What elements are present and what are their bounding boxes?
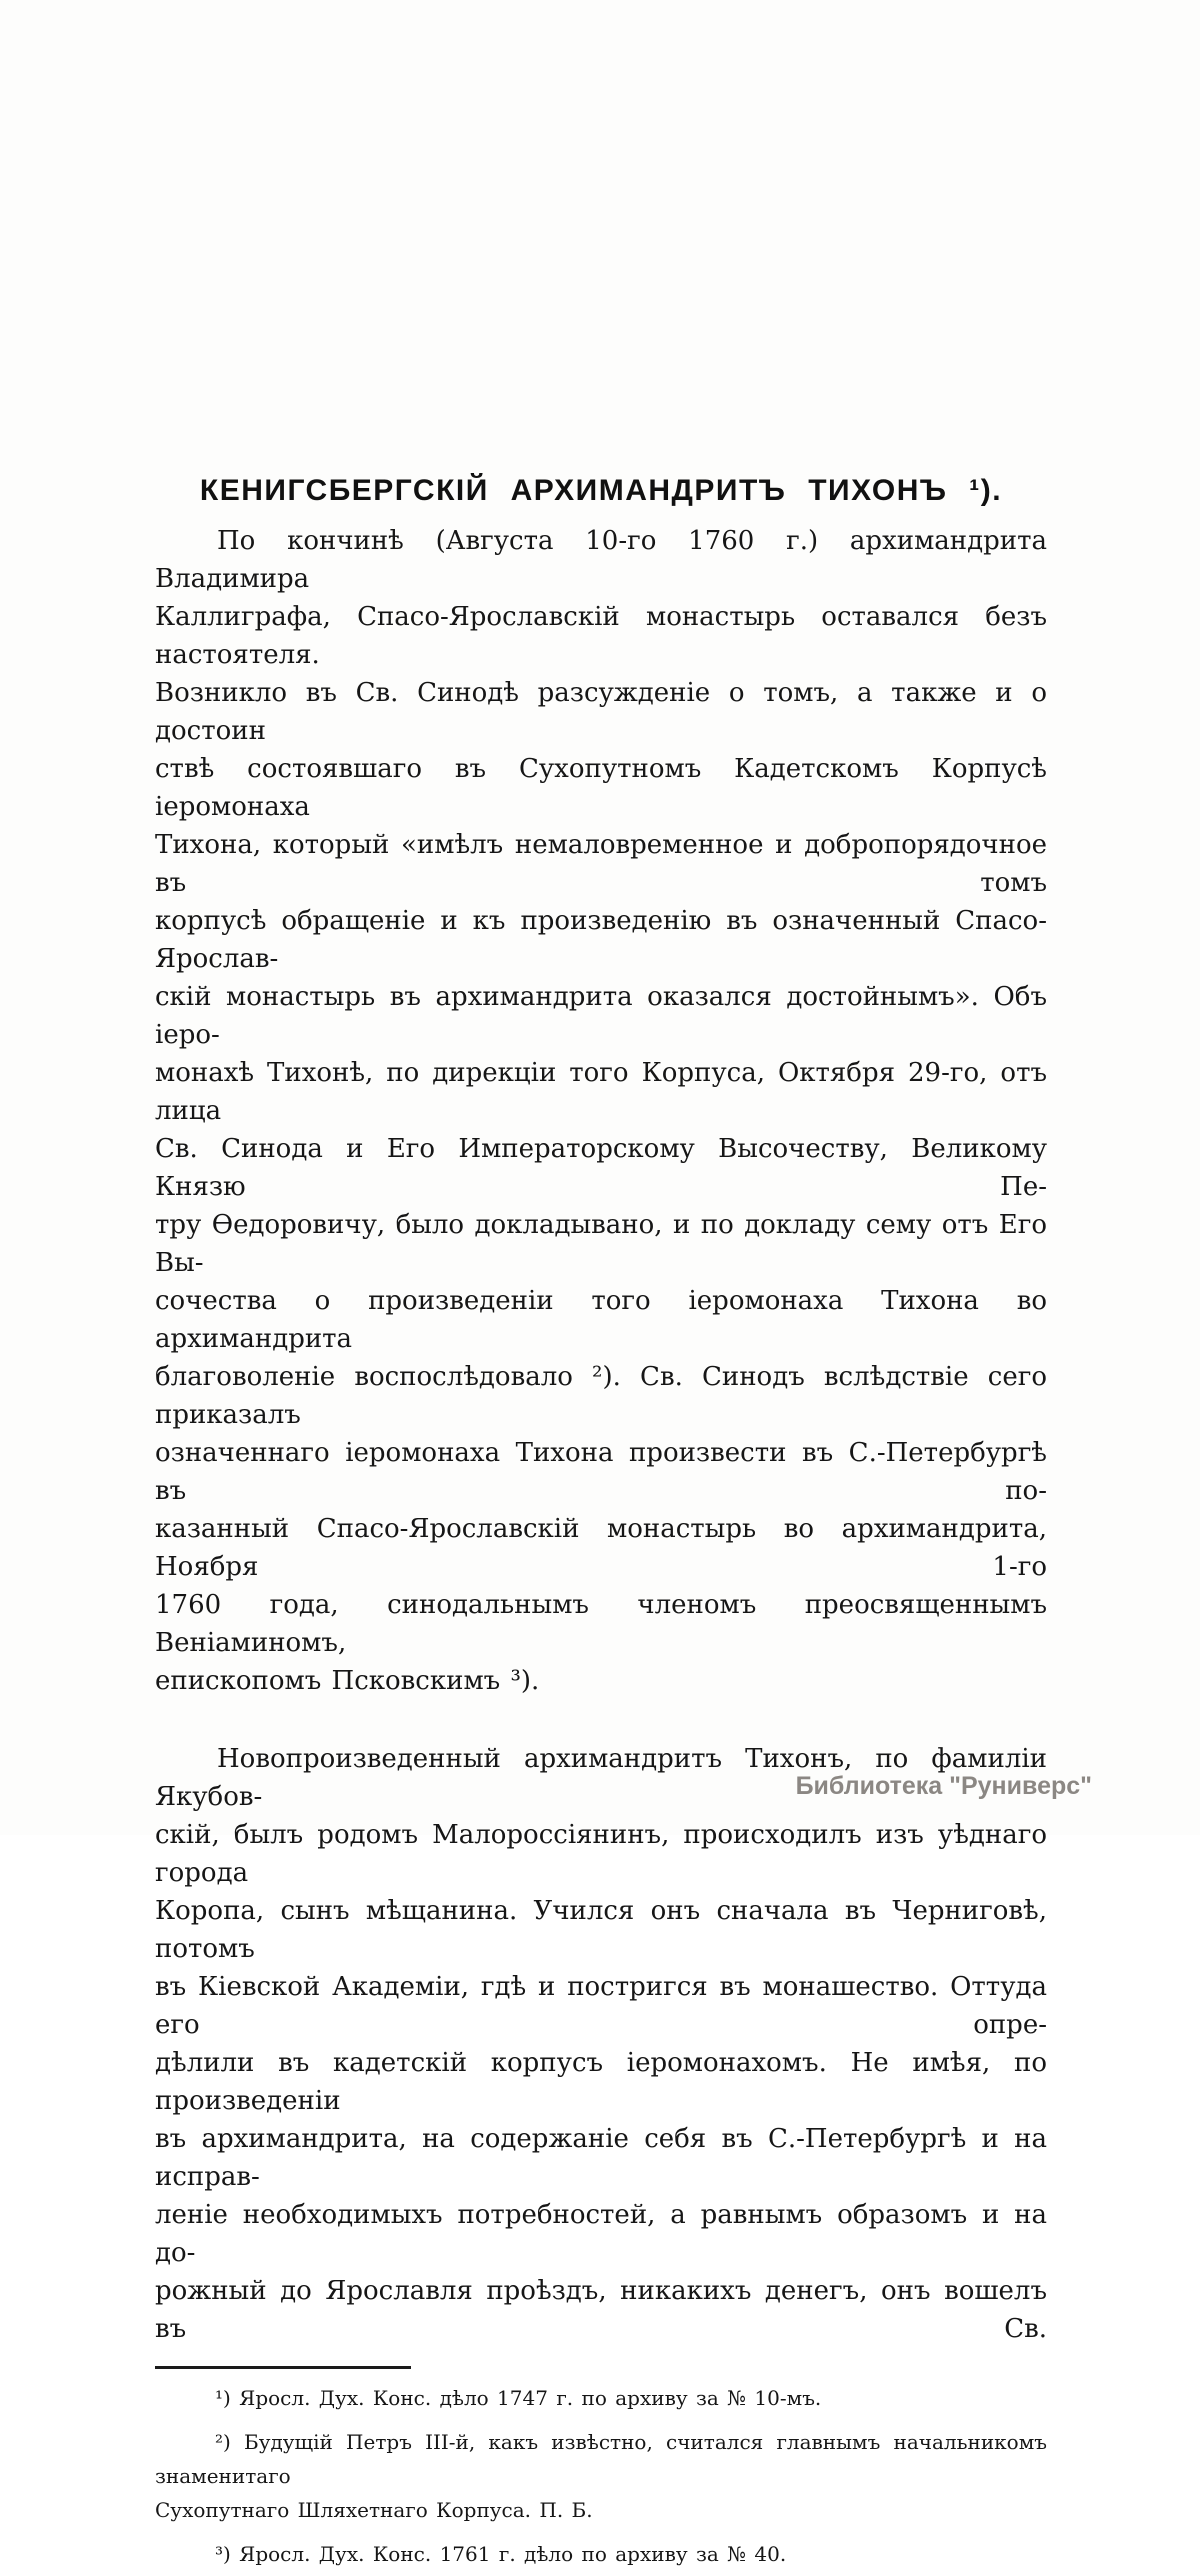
footnote-1 xyxy=(155,2381,1047,2415)
footnote-line: ¹) Яросл. Дух. Конс. дѣло 1747 г. по архиву за № 10-мъ. xyxy=(215,2386,822,2410)
text-line: означеннаго іеромонаха Тихона произвести въ С.-Петербургѣ въ по- xyxy=(155,1438,1047,1506)
text-line: въ Кіевской Академіи, гдѣ и постригся въ монашество. Оттуда его опре- xyxy=(155,1972,1047,2040)
paragraph-2 xyxy=(155,1740,1047,2348)
text-line: епископомъ Псковскимъ ³). xyxy=(155,1666,540,1696)
text-line: 1760 года, синодальнымъ членомъ преосвященнымъ Веніаминомъ, xyxy=(155,1590,1047,1658)
footnote-line: Сухопутнаго Шляхетнаго Корпуса. П. Б. xyxy=(155,2498,593,2522)
text-line: благоволеніе воспослѣдовало ²). Св. Синодъ вслѣдствіе сего приказалъ xyxy=(155,1362,1047,1430)
text-line: ствѣ состоявшаго въ Сухопутномъ Кадетскомъ Корпусѣ іеромонаха xyxy=(155,754,1047,822)
text-line: Возникло въ Св. Синодѣ разсужденіе о томъ, а также и о достоин xyxy=(155,678,1047,746)
text-line: леніе необходимыхъ потребностей, а равнымъ образомъ и на до- xyxy=(155,2200,1047,2268)
text-line: казанный Спасо-Ярославскій монастырь во архимандрита, Ноября 1-го xyxy=(155,1514,1047,1582)
text-line: Тихона, который «имѣлъ немаловременное и добропорядочное въ томъ xyxy=(155,830,1047,898)
footnote-2 xyxy=(155,2425,1047,2527)
text-line: Каллиграфа, Спасо-Ярославскій монастырь оставался безъ настоятеля. xyxy=(155,602,1047,670)
footnote-3 xyxy=(155,2537,1047,2571)
text-line: сочества о произведеніи того іеромонаха Тихона во архимандрита xyxy=(155,1286,1047,1354)
footnote-line: ²) Будущій Петръ III-й, какъ извѣстно, считался главнымъ начальникомъ знаменитаго xyxy=(155,2430,1047,2488)
text-line: дѣлили въ кадетскій корпусъ іеромонахомъ. Не имѣя, по произведеніи xyxy=(155,2048,1047,2116)
text-line: Новопроизведенный архимандритъ Тихонъ, по фамиліи Якубов- xyxy=(155,1744,1047,1812)
footnote-line: ³) Яросл. Дух. Конс. 1761 г. дѣло по архиву за № 40. xyxy=(215,2542,787,2566)
text-line: рожный до Ярославля проѣздъ, никакихъ денегъ, онъ вошелъ въ Св. xyxy=(155,2276,1047,2344)
text-line: корпусѣ обращеніе и къ произведенію въ означенный Спасо-Ярослав- xyxy=(155,906,1047,974)
footnotes xyxy=(155,2381,1047,2571)
page-title: КЕНИГСБЕРГСКІЙ АРХИМАНДРИТЪ ТИХОНЪ ¹). xyxy=(199,474,1003,507)
text-line: Коропа, сынъ мѣщанина. Учился онъ сначала въ Черниговѣ, потомъ xyxy=(155,1896,1047,1964)
text-line: скій монастырь въ архимандрита оказался достойнымъ». Объ іеро- xyxy=(155,982,1047,1050)
text-line: По кончинѣ (Августа 10-го 1760 г.) архимандрита Владимира xyxy=(155,526,1047,594)
text-line: тру Ѳедоровичу, было докладывано, и по докладу сему отъ Его Вы- xyxy=(155,1210,1047,1278)
footnote-divider xyxy=(155,2366,411,2369)
paragraph-1 xyxy=(155,522,1047,1700)
text-block xyxy=(155,0,1047,2571)
text-line: монахѣ Тихонѣ, по дирекціи того Корпуса, Октября 29-го, отъ лица xyxy=(155,1058,1047,1126)
text-line: Св. Синода и Его Императорскому Высочеству, Великому Князю Пе- xyxy=(155,1134,1047,1202)
text-line: въ архимандрита, на содержаніе себя въ С.-Петербургѣ и на исправ- xyxy=(155,2124,1047,2192)
text-line: скій, былъ родомъ Малороссіянинъ, происходилъ изъ уѣднаго города xyxy=(155,1820,1047,1888)
library-watermark: Библиотека "Руниверс" xyxy=(795,1772,1092,1800)
